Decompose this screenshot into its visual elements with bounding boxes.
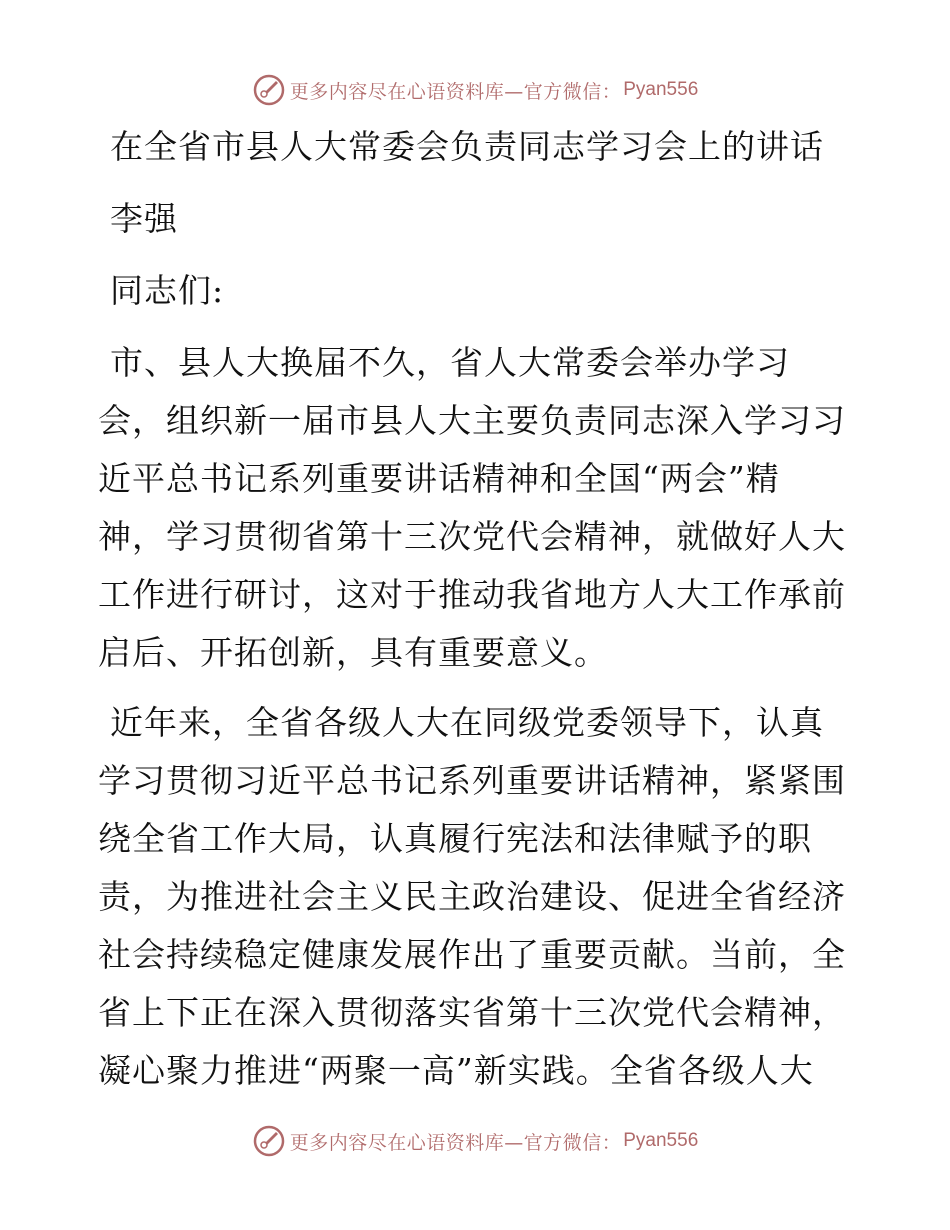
paragraph-line: 会，组织新一届市县人大主要负责同志深入学习习	[98, 401, 846, 440]
footer-watermark	[0, 1121, 950, 1161]
paragraph-1	[98, 334, 850, 682]
paragraph-line: 工作进行研讨，这对于推动我省地方人大工作承前	[98, 575, 846, 614]
paragraph-line: 近年来，全省各级人大在同级党委领导下，认真	[110, 703, 824, 742]
paragraph-line: 学习贯彻习近平总书记系列重要讲话精神，紧紧围	[98, 761, 846, 800]
logo-icon	[252, 73, 286, 107]
paragraph-line: 责，为推进社会主义民主政治建设、促进全省经济	[98, 877, 846, 916]
paragraph-line: 神，学习贯彻省第十三次党代会精神，就做好人大	[98, 517, 846, 556]
paragraph-2	[98, 694, 850, 1100]
watermark-text: 更多内容尽在心语资料库—官方微信：	[289, 80, 622, 103]
watermark-handle: Pyan556	[623, 1130, 699, 1151]
paragraph-line: 市、县人大换届不久，省人大常委会举办学习	[110, 343, 790, 382]
document-greeting: 同志们:	[110, 271, 225, 310]
document-body	[98, 118, 850, 1112]
header-watermark	[0, 70, 950, 110]
paragraph-line: 凝心聚力推进“两聚一高”新实践。全省各级人大	[98, 1051, 814, 1090]
watermark-text: 更多内容尽在心语资料库—官方微信：	[289, 1131, 622, 1154]
paragraph-line: 启后、开拓创新，具有重要意义。	[98, 633, 608, 672]
logo-icon	[252, 1124, 286, 1158]
document-title: 在全省市县人大常委会负责同志学习会上的讲话	[110, 127, 824, 166]
paragraph-line: 省上下正在深入贯彻落实省第十三次党代会精神，	[98, 993, 846, 1032]
paragraph-line: 近平总书记系列重要讲话精神和全国“两会”精	[98, 459, 780, 498]
paragraph-line: 社会持续稳定健康发展作出了重要贡献。当前，全	[98, 935, 846, 974]
watermark-handle: Pyan556	[623, 79, 699, 100]
document-author: 李强	[110, 199, 178, 238]
paragraph-line: 绕全省工作大局，认真履行宪法和法律赋予的职	[98, 819, 812, 858]
